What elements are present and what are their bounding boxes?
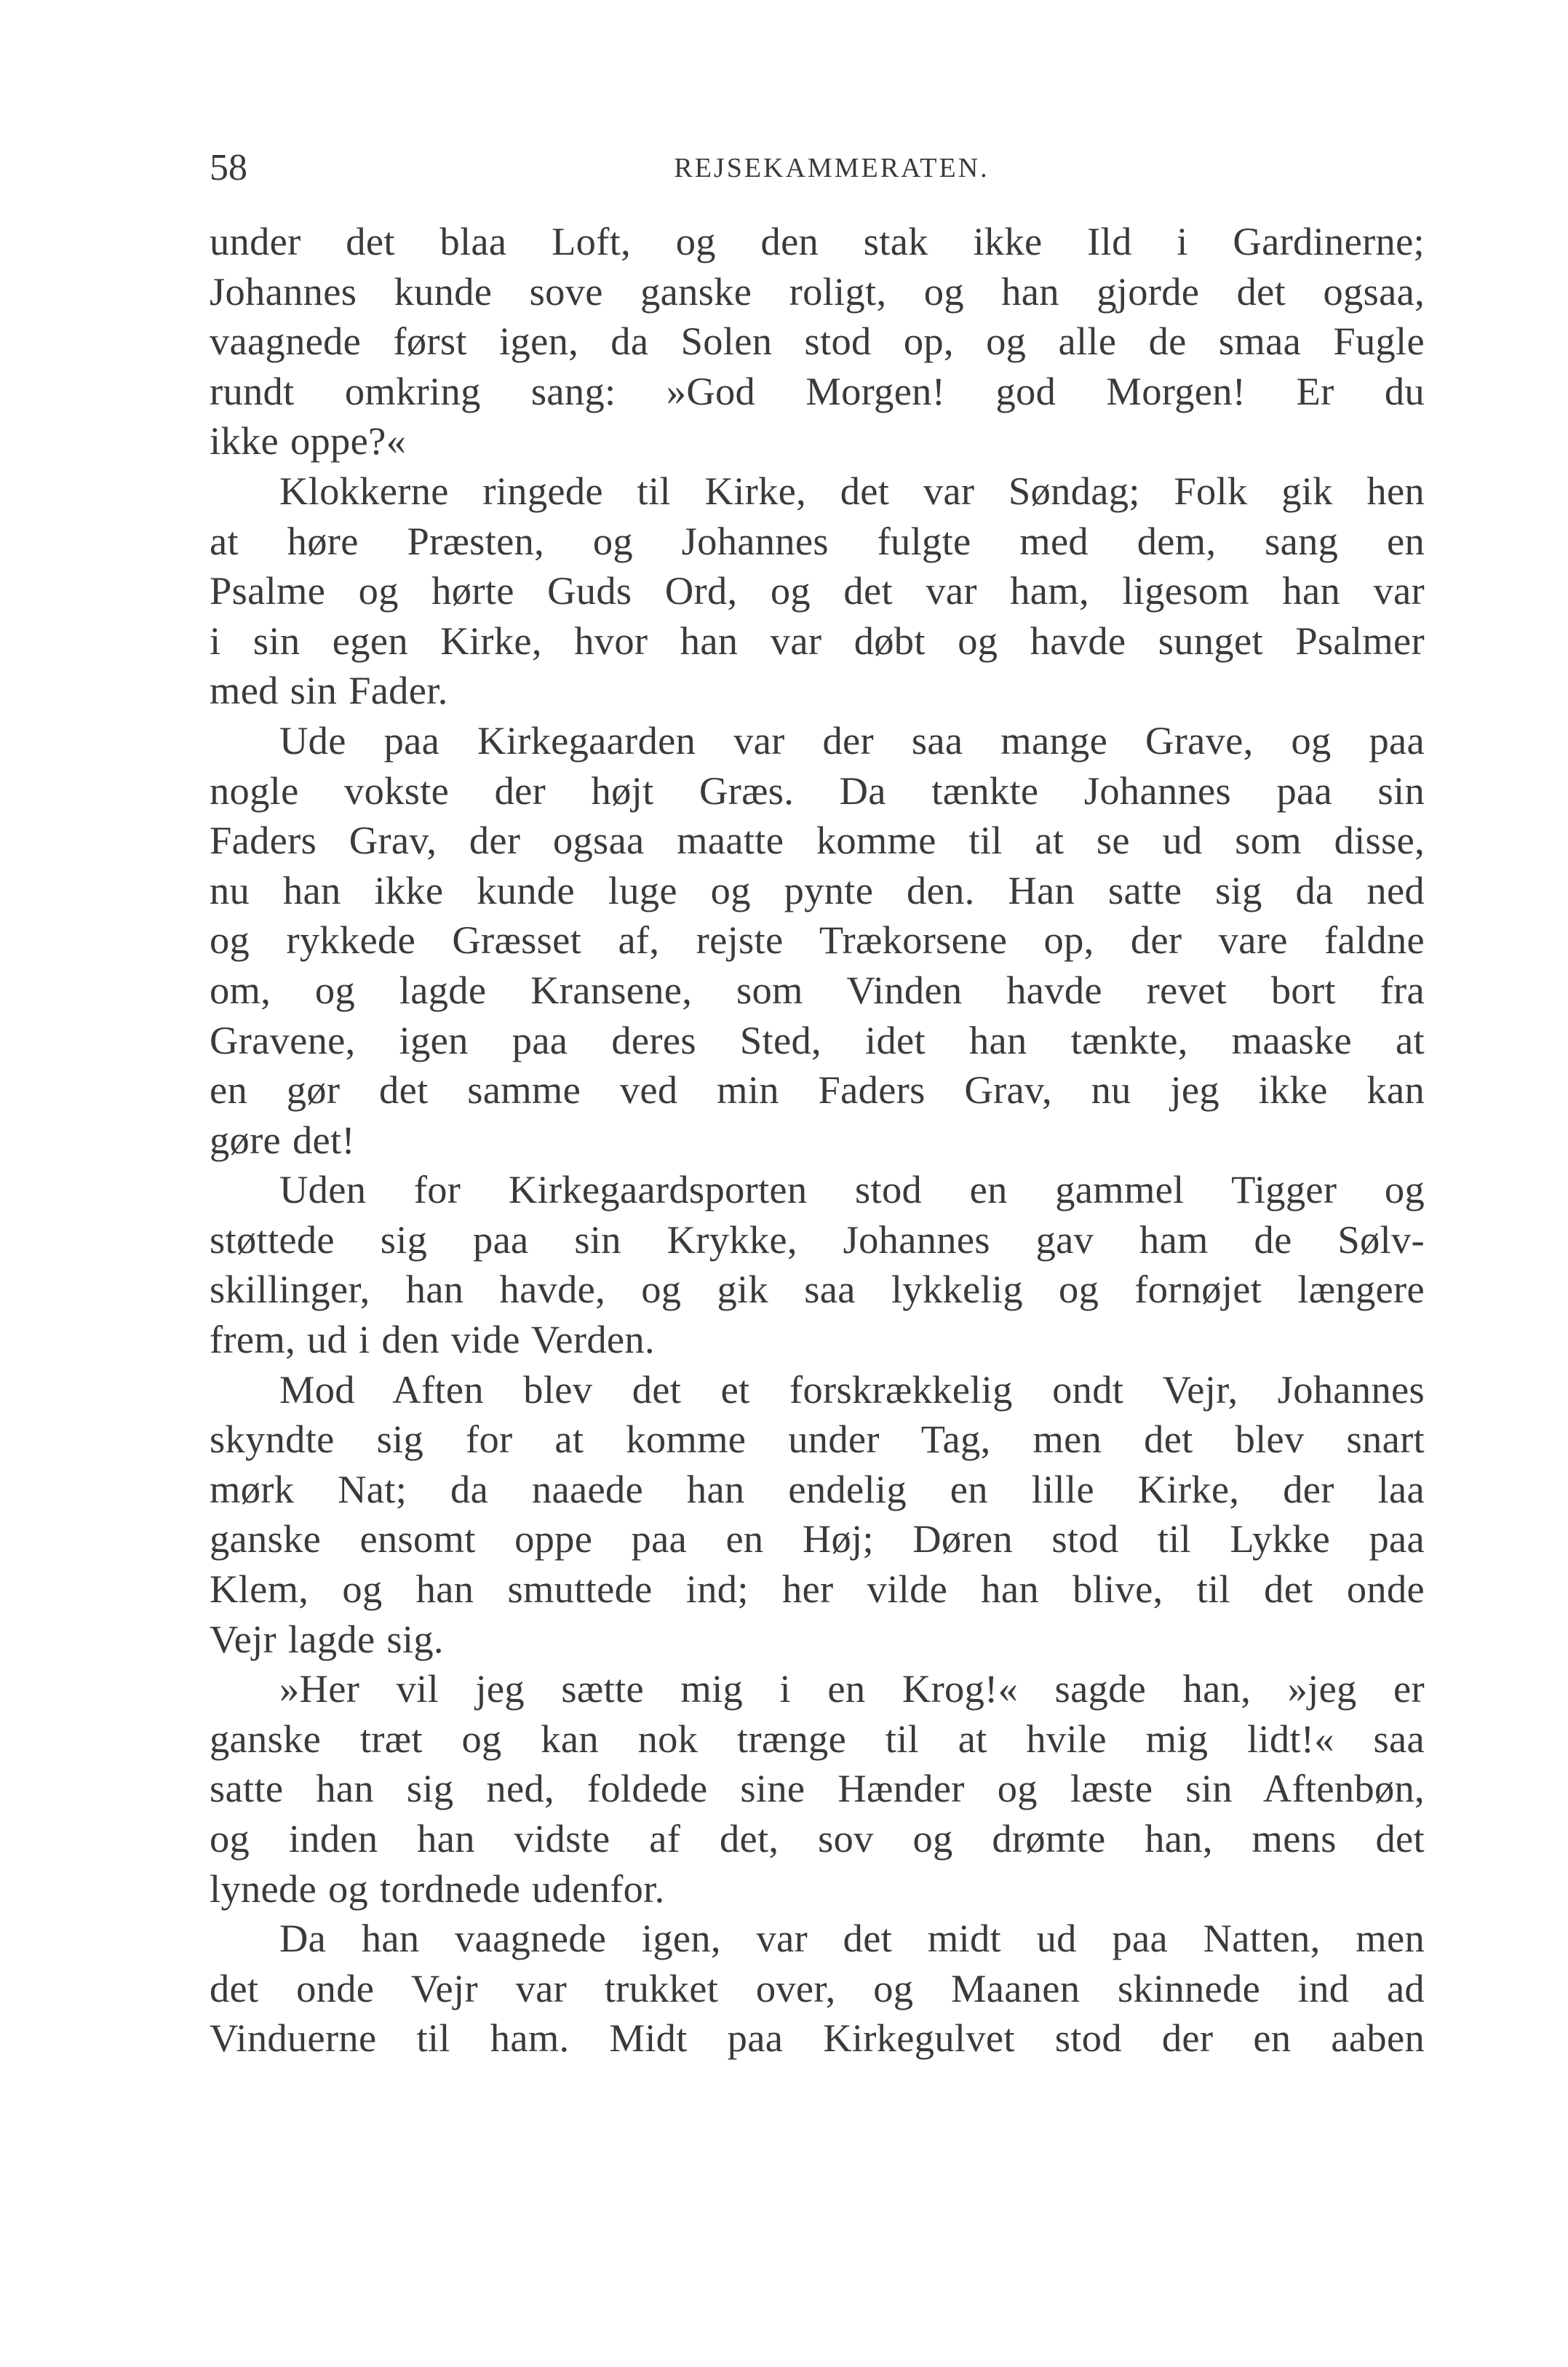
text-line: Faders Grav, der ogsaa maatte komme til at se ud som disse, xyxy=(210,818,1425,863)
text-line: ganske ensomt oppe paa en Høj; Døren stod til Lykke paa xyxy=(210,1516,1425,1562)
body-text xyxy=(210,217,1425,2064)
text-line: vaagnede først igen, da Solen stod op, og alle de smaa Fugle xyxy=(210,319,1425,364)
text-line: støttede sig paa sin Krykke, Johannes gav ham de Sølv- xyxy=(210,1217,1425,1262)
text-line: ikke oppe?« xyxy=(210,418,407,464)
text-line: det onde Vejr var trukket over, og Maanen skinnede ind ad xyxy=(210,1965,1425,2010)
text-line: Klokkerne ringede til Kirke, det var Søndag; Folk gik hen xyxy=(279,468,1425,513)
text-line: Da han vaagnede igen, var det midt ud paa Natten, men xyxy=(279,1916,1425,1961)
text-line: i sin egen Kirke, hvor han var døbt og havde sunget Psalmer xyxy=(210,618,1425,663)
text-line: nu han ikke kunde luge og pynte den. Han satte sig da ned xyxy=(210,867,1425,912)
text-line: »Her vil jeg sætte mig i en Krog!« sagde han, »jeg er xyxy=(279,1666,1425,1711)
running-header xyxy=(210,143,1425,194)
text-line: Mod Aften blev det et forskrækkelig ondt Vejr, Johannes xyxy=(279,1367,1425,1412)
text-line: ganske træt og kan nok trænge til at hvile mig lidt!« saa xyxy=(210,1716,1425,1761)
text-line: Klem, og han smuttede ind; her vilde han blive, til det onde xyxy=(210,1567,1425,1612)
text-line: Uden for Kirkegaardsporten stod en gammel Tigger og xyxy=(279,1167,1425,1212)
text-line: satte han sig ned, foldede sine Hænder og læste sin Aftenbøn, xyxy=(210,1766,1425,1811)
text-line: en gør det samme ved min Faders Grav, nu jeg ikke kan xyxy=(210,1067,1425,1113)
text-line: frem, ud i den vide Verden. xyxy=(210,1317,655,1362)
text-line: at høre Præsten, og Johannes fulgte med dem, sang en xyxy=(210,518,1425,563)
running-title: REJSEKAMMERATEN. xyxy=(674,153,990,183)
text-line: Vejr lagde sig. xyxy=(210,1616,444,1661)
text-line: skyndte sig for at komme under Tag, men det blev snart xyxy=(210,1417,1425,1462)
text-line: lynede og tordnede udenfor. xyxy=(210,1866,665,1911)
text-line: gøre det! xyxy=(210,1117,355,1162)
text-line: Ude paa Kirkegaarden var der saa mange Grave, og paa xyxy=(279,717,1425,763)
text-line: mørk Nat; da naaede han endelig en lille Kirke, der laa xyxy=(210,1466,1425,1511)
text-line: under det blaa Loft, og den stak ikke Ild i Gardinerne; xyxy=(210,219,1425,263)
text-line: Psalme og hørte Guds Ord, og det var ham, ligesom han var xyxy=(210,568,1425,613)
text-line: Gravene, igen paa deres Sted, idet han tænkte, maaske at xyxy=(210,1017,1425,1062)
text-line: om, og lagde Kransene, som Vinden havde revet bort fra xyxy=(210,967,1425,1012)
text-line: med sin Fader. xyxy=(210,668,448,713)
text-line: og inden han vidste af det, sov og drømte han, mens det xyxy=(210,1816,1425,1861)
text-line: nogle vokste der højt Græs. Da tænkte Johannes paa sin xyxy=(210,768,1425,813)
text-line: skillinger, han havde, og gik saa lykkelig og fornøjet længere xyxy=(210,1267,1425,1312)
text-line: Vinduerne til ham. Midt paa Kirkegulvet stod der en aaben xyxy=(210,2016,1425,2061)
text-line: rundt omkring sang: »God Morgen! god Morgen! Er du xyxy=(210,368,1425,413)
text-line: Johannes kunde sove ganske roligt, og han gjorde det ogsaa, xyxy=(210,268,1425,314)
text-line: og rykkede Græsset af, rejste Trækorsene op, der vare faldne xyxy=(210,918,1425,963)
page-number: 58 xyxy=(210,147,247,188)
